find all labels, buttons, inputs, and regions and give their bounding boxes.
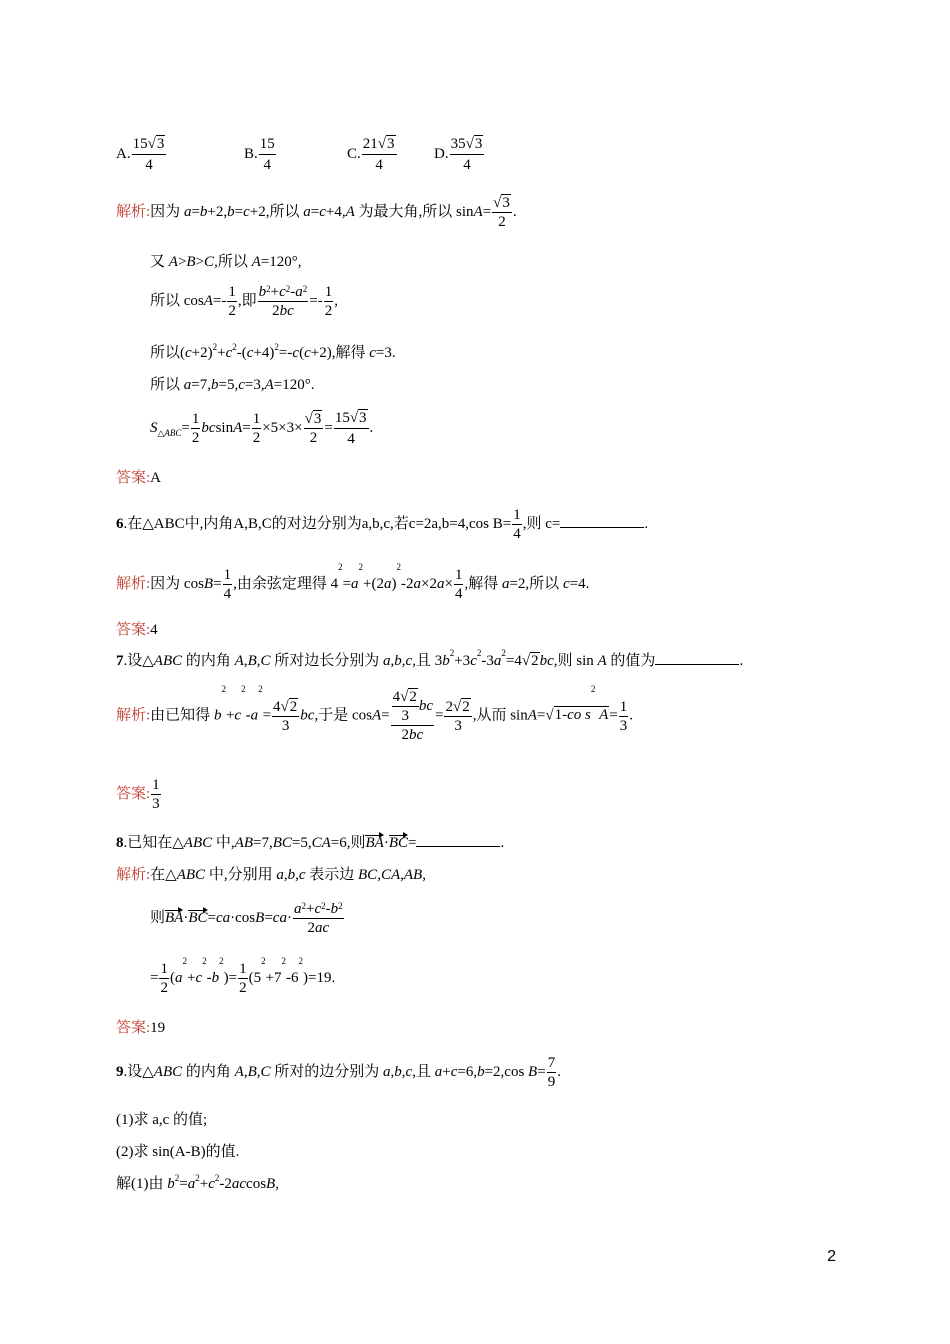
option-d: D. $\frac{35√3}{4}$: [434, 136, 483, 173]
q8-stem: 8.已知在△ABC 中,AB=7,BC=5,CA=6,则BA·BC= .: [116, 835, 505, 851]
analysis-label: 解析:: [116, 203, 151, 220]
q6-stem-text: .在△ABC中,内角A,B,C的对边分别为a,b,c,若c=2a,b=4,cos B=: [123, 515, 512, 532]
q7-analysis: 解析:由已知得 $b^2+c^2-a^2=$ $\frac{4√2}{3}$ bc,于是 cosA= $\frac{4√2}{3}$ bc 2bc = $\frac{2√2}{3}$ ,从而 sinA=√1-co $s^2$ A= $\frac{1}{3}$ .: [116, 684, 633, 743]
option-a-fraction: $\frac{15√3}{4}$: [132, 136, 165, 173]
solution-label: 解: [116, 1176, 132, 1192]
q7-answer: 答案: $\frac{1}{3}$: [116, 777, 160, 812]
q8-analysis-line3: = $\frac{1}{2}$ $(a^2+c^2-b^2)=$ $\frac{1}{2}$ $(5^2+7^2-6^2)=19$.: [150, 956, 336, 996]
option-c: C. $\frac{21√3}{4}$: [347, 136, 395, 173]
q9-part2: (2)求 sin(A-B)的值.: [116, 1144, 240, 1160]
q7-stem: 7.设△ABC 的内角 A,B,C 所对边长分别为 a,b,c,且 $3b^2+3c^2-3a^2=4√2bc$,则 sin A 的值为 .: [116, 648, 744, 669]
q6-blank: [560, 515, 644, 528]
q6-answer: 答案:4: [116, 622, 158, 638]
q9-solution: 解(1)由 $b^2=a^2+c^2-2accosB$,: [116, 1173, 279, 1192]
q8-answer-value: 19: [150, 1020, 166, 1036]
q5-analysis-line4: 所以$(c+2)^2+c^2-(c+4)^2=-c(c+2)$,解得 c=3.: [150, 342, 396, 361]
q6-number: 6: [116, 515, 124, 532]
q8-analysis-line2: 则BA·BC=ca·cosB=ca· $\frac{a^2+c^2-b^2}{2ac}$: [150, 901, 343, 936]
q6-stem: 6.在△ABC中,内角A,B,C的对边分别为a,b,c,若c=2a,b=4,cos B= $\frac{1}{4}$ ,则 c= .: [116, 507, 649, 542]
q9-part1: (1)求 a,c 的值;: [116, 1112, 208, 1128]
q8-number: 8: [116, 835, 124, 851]
q9-number: 9: [116, 1063, 124, 1080]
q6-analysis: 解析:因为 cosB= $\frac{1}{4}$ ,由余弦定理得 $4^2=a^2+(2a)^2-2a\times 2a\times$ $\frac{1}{4}$ ,解得 a=2,所以 c=4.: [116, 562, 590, 602]
page-number: 2: [827, 1248, 836, 1265]
q8-answer: 答案:19: [116, 1020, 166, 1036]
q8-analysis-line1: 解析:在△ABC 中,分别用 a,b,c 表示边 BC,CA,AB,: [116, 867, 426, 883]
q5-answer: [116, 471, 161, 486]
answer-options: [116, 134, 167, 175]
q5-analysis-line5: 所以 a=7,b=5,c=3,A=120°.: [150, 377, 315, 393]
q5-analysis-line1: 解析:因为 a=b+2,b=c+2,所以 a=c+4,A 为最大角,所以 sinA= $\frac{√3}{2}$ .: [116, 195, 517, 230]
q5-analysis-line6: $S_{\triangle ABC}=$ $\frac{1}{2}$ bcsinA= $\frac{1}{2}$ ×5×3× $\frac{√3}{2}$ = $\frac{15√3}{4}$ .: [150, 410, 374, 447]
q9-stem: 9.设△ABC 的内角 A,B,C 所对的边分别为 a,b,c,且 a+c=6,b=2,cos B= $\frac{7}{9}$ .: [116, 1055, 561, 1090]
q5-analysis-line3: 所以 cosA=- $\frac{1}{2}$ ,即 $\frac{b^2+c^2-a^2}{2bc}$ =- $\frac{1}{2}$ ,: [150, 284, 339, 319]
q8-blank: [416, 834, 500, 847]
answer-label: 答案:: [116, 470, 151, 486]
q7-blank: [655, 652, 739, 665]
q6-answer-value: 4: [150, 622, 158, 638]
option-b: B. $\frac{15}{4}$: [244, 136, 275, 173]
q5-analysis-line2: 又 A>B>C,所以 A=120°,: [150, 254, 302, 270]
option-a-label: A.: [116, 145, 131, 162]
q7-answer-fraction: $\frac{1}{3}$: [152, 777, 160, 812]
q7-number: 7: [116, 653, 124, 669]
q5-answer-value: A: [150, 470, 162, 486]
